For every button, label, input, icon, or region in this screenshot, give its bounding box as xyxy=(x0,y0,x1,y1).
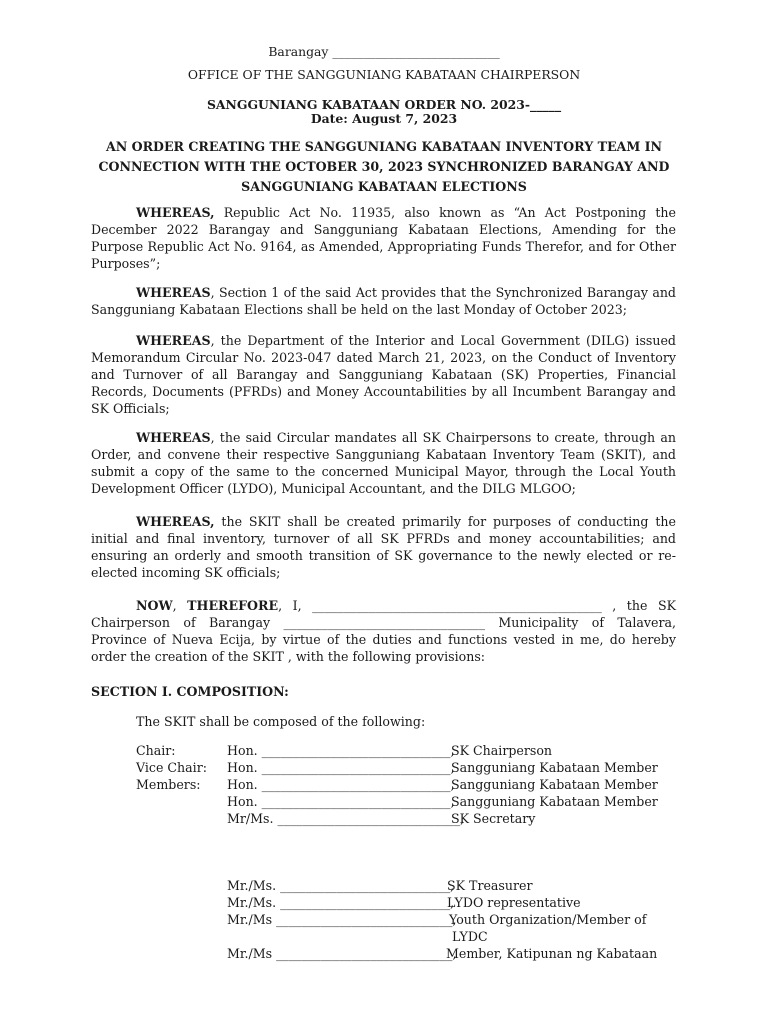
order-title-line: SANGGUNIANG KABATAAN ELECTIONS xyxy=(241,179,527,194)
composition-position: SK Treasurer xyxy=(447,878,533,893)
order-date: Date: August 7, 2023 xyxy=(310,111,458,126)
whereas-lead: WHEREAS xyxy=(136,285,211,300)
order-title xyxy=(0,137,768,197)
composition-position: Sangguniang Kabataan Member xyxy=(451,777,658,792)
composition-name-blank: Hon. ______________________________, xyxy=(227,794,455,809)
whereas-paragraph xyxy=(91,204,676,272)
therefore-lead: THEREFORE xyxy=(187,598,279,613)
whereas-text: Republic Act No. 11935, also known as “An Act Postponing the December 2022 Barangay and Sangguniang Kabataan Elections, Amending for the Purpose Republic Act No. 9164, as Amended, Appropriating Funds Therefor, and for Other Purposes”; xyxy=(91,205,676,271)
composition-position: LYDO representative xyxy=(447,895,581,910)
composition-role: Members: xyxy=(136,777,201,792)
composition-position: SK Secretary xyxy=(451,811,536,826)
composition-name-blank: Mr/Ms. _____________________________, xyxy=(227,811,465,826)
composition-name-blank: Mr./Ms ____________________________, xyxy=(227,912,457,927)
composition-name-blank: Mr./Ms. ___________________________, xyxy=(227,878,455,893)
composition-position: Sangguniang Kabataan Member xyxy=(451,794,658,809)
section-intro: The SKIT shall be composed of the following: xyxy=(136,714,426,729)
now-therefore-text: , I, ______________________________________________ , the SK Chairperson of Barangay ________________________________ Municipality of Talavera, Province of Nueva Ecija, by virtue of the duties and functions vested in me, do hereby order the creation of the SKIT , with the following provisions: xyxy=(91,598,676,664)
whereas-text: , the said Circular mandates all SK Chairpersons to create, through an Order, and convene their respective Sangguniang Kabataan Inventory Team (SKIT), and submit a copy of the same to the concerned Municipal Mayor, through the Local Youth Development Officer (LYDO), Municipal Accountant, and the DILG MLGOO; xyxy=(91,430,676,496)
whereas-text: , Section 1 of the said Act provides that the Synchronized Barangay and Sangguniang Kabataan Elections shall be held on the last Monday of October 2023; xyxy=(91,285,676,317)
whereas-text: , the Department of the Interior and Local Government (DILG) issued Memorandum Circular No. 2023-047 dated March 21, 2023, on the Conduct of Inventory and Turnover of all Barangay and Sangguniang Kabataan (SK) Properties, Financial Records, Documents (PFRDs) and Money Accountabilities by all Incumbent Barangay and SK Officials; xyxy=(91,333,676,416)
composition-name-blank: Hon. ______________________________, xyxy=(227,777,455,792)
whereas-text: the SKIT shall be created primarily for purposes of conducting the initial and final inventory, turnover of all SK PFRDs and money accountabilities; and ensuring an orderly and smooth transition of SK governance to the newly elected or re-elected incoming SK officials; xyxy=(91,514,676,580)
now-lead: NOW xyxy=(136,598,173,613)
order-number: SANGGUNIANG KABATAAN ORDER NO. 2023-_____ xyxy=(206,97,562,112)
composition-position: Sangguniang Kabataan Member xyxy=(451,760,658,775)
now-comma: , xyxy=(172,598,188,613)
whereas-paragraph xyxy=(91,513,676,581)
composition-role: Vice Chair: xyxy=(136,760,207,775)
now-therefore-paragraph xyxy=(91,597,676,665)
order-title-line: AN ORDER CREATING THE SANGGUNIANG KABATAAN INVENTORY TEAM IN xyxy=(105,139,663,154)
composition-role: Chair: xyxy=(136,743,176,758)
whereas-paragraph xyxy=(91,429,676,497)
section-heading: SECTION I. COMPOSITION: xyxy=(91,684,289,699)
whereas-lead: WHEREAS xyxy=(136,333,211,348)
composition-name-blank: Hon. ______________________________, xyxy=(227,743,455,758)
whereas-lead: WHEREAS, xyxy=(136,205,215,220)
whereas-lead: WHEREAS xyxy=(136,430,211,445)
composition-position: Youth Organization/Member of xyxy=(449,912,647,927)
office-title: OFFICE OF THE SANGGUNIANG KABATAAN CHAIRPERSON xyxy=(187,67,581,82)
composition-name-blank: Hon. ______________________________, xyxy=(227,760,455,775)
composition-position: SK Chairperson xyxy=(451,743,553,758)
order-title-line: CONNECTION WITH THE OCTOBER 30, 2023 SYNCHRONIZED BARANGAY AND xyxy=(98,159,670,174)
composition-position-continued: LYDC xyxy=(452,929,488,944)
barangay-line: Barangay ___________________________ xyxy=(268,44,500,59)
whereas-lead: WHEREAS, xyxy=(136,514,215,529)
composition-position: Member, Katipunan ng Kabataan xyxy=(446,946,658,961)
composition-name-blank: Mr./Ms. ___________________________, xyxy=(227,895,455,910)
whereas-paragraph xyxy=(91,284,676,318)
composition-name-blank: Mr./Ms ____________________________, xyxy=(227,946,457,961)
whereas-paragraph xyxy=(91,332,676,417)
